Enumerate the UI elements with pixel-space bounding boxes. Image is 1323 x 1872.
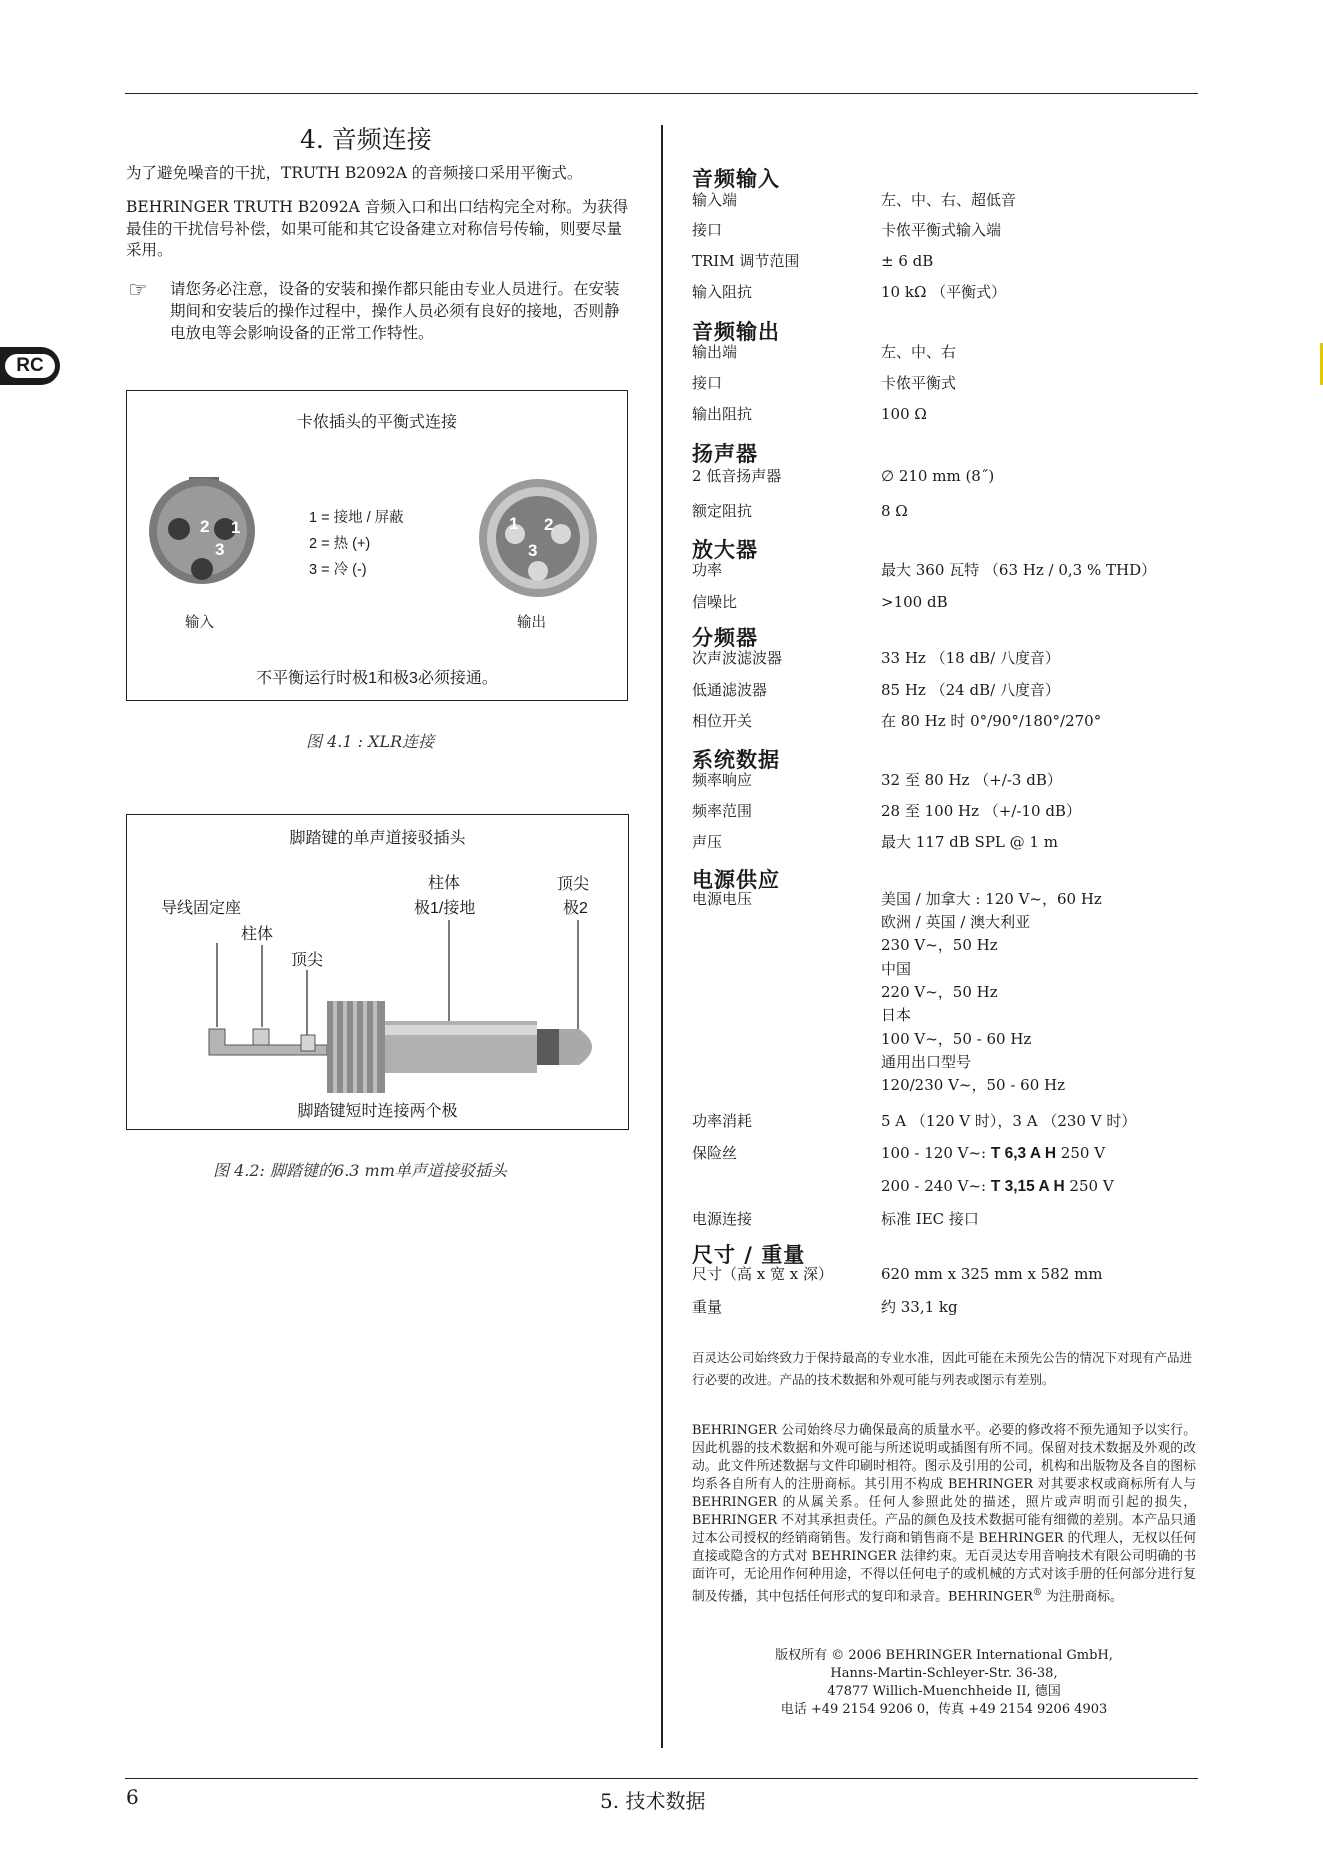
spec-value: ± 6 dB bbox=[881, 252, 934, 270]
spec-label: 电源连接 bbox=[692, 1210, 753, 1228]
copyright-line: Hanns-Martin-Schleyer-Str. 36-38, bbox=[830, 1666, 1058, 1681]
spec-label: 重量 bbox=[692, 1298, 723, 1316]
label-sleeve-pole: 极1/接地 bbox=[414, 900, 476, 917]
output-label: 输出 bbox=[517, 615, 546, 631]
spec-value: 约 33,1 kg bbox=[881, 1298, 958, 1316]
spec-value: 28 至 100 Hz （+/-10 dB） bbox=[881, 802, 1081, 820]
xlr-figure-title: 卡侬插头的平衡式连接 bbox=[296, 414, 457, 431]
xlr-in-pin-2: 2 bbox=[200, 517, 210, 536]
label-wire-clamp: 导线固定座 bbox=[161, 900, 242, 917]
xlr-output-connector bbox=[479, 479, 597, 597]
voltage-line: 日本 bbox=[881, 1006, 912, 1024]
spec-label: 功率消耗 bbox=[692, 1112, 753, 1130]
spec-label: 功率 bbox=[692, 561, 723, 579]
spec-value: 620 mm x 325 mm x 582 mm bbox=[881, 1265, 1103, 1283]
voltage-line: 美国 / 加拿大 : 120 V~，60 Hz bbox=[881, 890, 1102, 908]
spec-label: TRIM 调节范围 bbox=[692, 252, 800, 270]
page-number: 6 bbox=[126, 1785, 139, 1809]
spec-value: 标准 IEC 接口 bbox=[881, 1210, 979, 1228]
jack-figure-caption: 图 4.2: 脚踏键的6.3 mm单声道接驳插头 bbox=[213, 1161, 507, 1180]
spec-value: >100 dB bbox=[881, 593, 948, 611]
symmetry-paragraph: BEHRINGER TRUTH B2092A 音频入口和出口结构完全对称。为获得最佳的干扰信号补偿，如果可能和其它设备建立对称信号传输，则要尽量采用。 bbox=[126, 198, 629, 259]
xlr-connectors-drawing bbox=[127, 391, 627, 700]
xlr-figure bbox=[126, 390, 628, 701]
unbalanced-note: 不平衡运行时极1和极3必须接通。 bbox=[256, 670, 498, 687]
spec-label: 电源电压 bbox=[692, 890, 753, 908]
spec-label: 频率范围 bbox=[692, 802, 753, 820]
spec-label: 2 低音扬声器 bbox=[692, 467, 782, 485]
label-tip-pole: 极2 bbox=[563, 900, 588, 917]
spec-label: 输入阻抗 bbox=[692, 283, 753, 301]
xlr-in-pin-3: 3 bbox=[215, 540, 225, 559]
spec-label: 输出阻抗 bbox=[692, 405, 753, 423]
spec-label: 次声波滤波器 bbox=[692, 649, 783, 667]
jack-plug-drawing bbox=[127, 815, 628, 1129]
spec-heading-dimensions: 尺寸 / 重量 bbox=[692, 1243, 806, 1267]
product-change-notice: 百灵达公司始终致力于保持最高的专业水准，因此可能在未预先公告的情况下对现有产品进行必要的改进。产品的技术数据和外观可能与列表或图示有差别。 bbox=[692, 1350, 1193, 1387]
legal-tail: 为注册商标。 bbox=[1041, 1589, 1123, 1605]
fuse2-suffix: 250 V bbox=[1064, 1177, 1114, 1195]
voltage-line: 中国 bbox=[881, 960, 912, 978]
registered-mark: ® bbox=[1032, 1588, 1042, 1598]
pin-legend-3: 3 = 冷 (-) bbox=[309, 562, 367, 578]
xlr-in-pin-1: 1 bbox=[231, 518, 241, 537]
spec-heading-crossover: 分频器 bbox=[692, 626, 758, 650]
intro-paragraph: 为了避免噪音的干扰，TRUTH B2092A 的音频接口采用平衡式。 bbox=[126, 164, 583, 182]
spec-value: 左、中、右、超低音 bbox=[881, 191, 1017, 209]
legal-text bbox=[692, 1422, 1196, 1606]
footer-chapter: 5. 技术数据 bbox=[600, 1789, 706, 1813]
spec-heading-system: 系统数据 bbox=[692, 748, 780, 772]
spec-value: 5 A （120 V 时），3 A （230 V 时） bbox=[881, 1112, 1137, 1130]
spec-value: 33 Hz （18 dB/ 八度音） bbox=[881, 649, 1060, 667]
spec-value: 卡侬平衡式 bbox=[881, 374, 957, 392]
fuse-200-240 bbox=[881, 1175, 1114, 1198]
xlr-out-pin-1: 1 bbox=[509, 514, 519, 533]
spec-label: 接口 bbox=[692, 374, 723, 392]
input-label: 输入 bbox=[185, 615, 214, 631]
spec-label: 声压 bbox=[692, 833, 723, 851]
jack-note: 脚踏键短时连接两个极 bbox=[297, 1103, 458, 1120]
fuse2-voltage: 200 - 240 V~: bbox=[881, 1177, 991, 1195]
spec-value: 最大 360 瓦特 （63 Hz / 0,3 % THD） bbox=[881, 561, 1157, 579]
spec-label: 输出端 bbox=[692, 343, 738, 361]
spec-value: 8 Ω bbox=[881, 502, 908, 520]
spec-value: 85 Hz （24 dB/ 八度音） bbox=[881, 681, 1060, 699]
spec-label: 额定阻抗 bbox=[692, 502, 753, 520]
copyright-line: 47877 Willich-Muenchheide II, 德国 bbox=[827, 1684, 1061, 1699]
fuse-100-120 bbox=[881, 1142, 1105, 1165]
spec-label: 尺寸（高 x 宽 x 深） bbox=[692, 1265, 833, 1283]
spec-value: 卡侬平衡式输入端 bbox=[881, 221, 1002, 239]
spec-heading-audio-in: 音频输入 bbox=[692, 167, 780, 191]
pointing-hand-icon: ☞ bbox=[128, 278, 148, 303]
copyright-line: 电话 +49 2154 9206 0，传真 +49 2154 9206 4903 bbox=[780, 1702, 1108, 1717]
spec-heading-amplifier: 放大器 bbox=[692, 538, 758, 562]
spec-label: 低通滤波器 bbox=[692, 681, 768, 699]
spec-value: 左、中、右 bbox=[881, 343, 957, 361]
spec-value: ∅ 210 mm (8˝) bbox=[881, 467, 995, 485]
xlr-figure-caption: 图 4.1 : XLR连接 bbox=[306, 732, 435, 751]
voltage-line: 220 V~，50 Hz bbox=[881, 983, 998, 1001]
spec-value: 100 Ω bbox=[881, 405, 927, 423]
label-tip-inner: 顶尖 bbox=[291, 952, 324, 969]
fuse1-rating: T 6,3 A H bbox=[990, 1145, 1057, 1162]
spec-label: 频率响应 bbox=[692, 771, 753, 789]
jack-figure-title: 脚踏键的单声道接驳插头 bbox=[289, 830, 466, 847]
voltage-line: 100 V~，50 - 60 Hz bbox=[881, 1030, 1032, 1048]
section-title: 4. 音频连接 bbox=[300, 125, 432, 154]
voltage-line: 120/230 V~，50 - 60 Hz bbox=[881, 1076, 1066, 1094]
fuse1-voltage: 100 - 120 V~: bbox=[881, 1144, 991, 1162]
bottom-rule bbox=[125, 1778, 1198, 1779]
jack-figure bbox=[126, 814, 629, 1130]
spec-value: 在 80 Hz 时 0°/90°/180°/270° bbox=[881, 712, 1102, 730]
copyright-line: 版权所有 © 2006 BEHRINGER International GmbH, bbox=[775, 1648, 1113, 1663]
label-tip: 顶尖 bbox=[557, 876, 590, 893]
voltage-line: 230 V~，50 Hz bbox=[881, 936, 998, 954]
spec-label: 相位开关 bbox=[692, 712, 753, 730]
spec-heading-audio-out: 音频输出 bbox=[692, 320, 780, 344]
spec-label: 接口 bbox=[692, 221, 723, 239]
spec-label: 信噪比 bbox=[692, 593, 738, 611]
label-sleeve: 柱体 bbox=[428, 875, 461, 892]
fuse2-rating: T 3,15 A H bbox=[990, 1178, 1065, 1195]
pin-legend-1: 1 = 接地 / 屏蔽 bbox=[309, 510, 404, 526]
fuse1-suffix: 250 V bbox=[1056, 1144, 1106, 1162]
xlr-out-pin-2: 2 bbox=[544, 515, 554, 534]
voltage-line: 欧洲 / 英国 / 澳大利亚 bbox=[881, 913, 1031, 931]
spec-value: 最大 117 dB SPL @ 1 m bbox=[881, 833, 1058, 851]
label-sleeve-inner: 柱体 bbox=[241, 926, 274, 943]
spec-heading-power: 电源供应 bbox=[692, 868, 780, 892]
safety-note: 请您务必注意，设备的安装和操作都只能由专业人员进行。在安装期间和安装后的操作过程中，操作人员必须有良好的接地，否则静电放电等会影响设备的正常工作特性。 bbox=[170, 280, 620, 342]
spec-label: 保险丝 bbox=[692, 1144, 738, 1162]
language-tab-label: RC bbox=[5, 354, 55, 378]
voltage-line: 通用出口型号 bbox=[881, 1053, 972, 1071]
pin-legend-2: 2 = 热 (+) bbox=[309, 536, 371, 552]
spec-label: 输入端 bbox=[692, 191, 738, 209]
spec-value: 10 kΩ （平衡式） bbox=[881, 283, 1007, 301]
top-rule bbox=[125, 93, 1198, 94]
spec-heading-speaker: 扬声器 bbox=[692, 442, 758, 466]
legal-body: BEHRINGER 公司始终尽力确保最高的质量水平。必要的修改将不预先通知予以实行。因此机器的技术数据和外观可能与所述说明或插图有所不同。保留对技术数据及外观的改动。此文件所述数据与文件印刷时相符。图示及引用的公司，机构和出版物及各自的图标均系各自所有人的注册商标。其引用不构成 BEHRINGER 对其要求权或商标所有人与 BEHRINGER 的从属关系。任何人参照此处的描述，照片或声明而引起的损失，BEHRINGER 不对其承担责任。产品的颜色及技术数据可能有细微的差别。本产品只通过本公司授权的经销商销售。发行商和销售商不是 BEHRINGER 的代理人，无权以任何直接或隐含的方式对 BEHRINGER 法律约束。无百灵达专用音响技术有限公司明确的书面许可，无论用作何种用途，不得以任何电子的或机械的方式对该手册的任何部分进行复制及传播，其中包括任何形式的复印和录音。BEHRINGER bbox=[692, 1423, 1196, 1605]
xlr-out-pin-3: 3 bbox=[528, 541, 538, 560]
spec-value: 32 至 80 Hz （+/-3 dB） bbox=[881, 771, 1062, 789]
copyright-block bbox=[692, 1647, 1196, 1719]
column-divider bbox=[661, 125, 663, 1748]
